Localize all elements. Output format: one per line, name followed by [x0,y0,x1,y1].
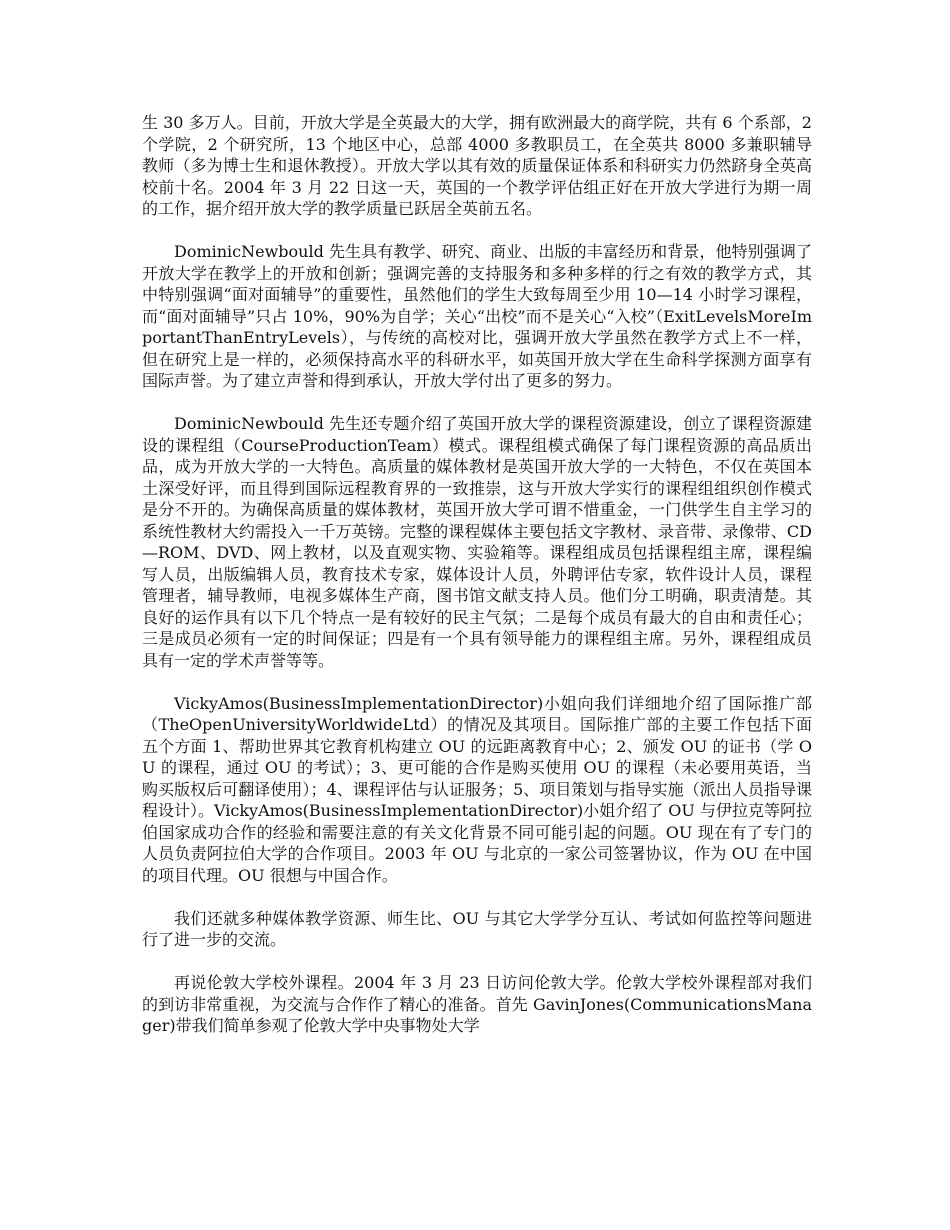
document-page [142,112,812,1058]
paragraph-dominic-teaching: DominicNewbould 先生具有教学、研究、商业、出版的丰富经历和背景，他特别强调了开放大学在教学上的开放和创新；强调完善的支持服务和多种多样的行之有效的教学方式，其中特别强调“面对面辅导”的重要性，虽然他们的学生大致每周至少用 10—14 小时学习课程，而“面对面辅导”只占 10%，90%为自学；关心“出校”而不是关心“入校”（ExitLevelsMoreImportantThanEntryLevels），与传统的高校对比，强调开放大学虽然在教学方式上不一样，但在研究上是一样的，必须保持高水平的科研水平，如英国开放大学在生命科学探测方面享有国际声誉。为了建立声誉和得到承认，开放大学付出了更多的努力。 [142,242,812,390]
paragraph-london-external: 再说伦敦大学校外课程。2004 年 3 月 23 日访问伦敦大学。伦敦大学校外课程部对我们的到访非常重视，为交流与合作作了精心的准备。首先 GavinJones(CommunicationsManager)带我们简单参观了伦敦大学中央事物处大学 [142,973,812,1035]
paragraph-course-team: DominicNewbould 先生还专题介绍了英国开放大学的课程资源建设，创立了课程资源建设的课程组（CourseProductionTeam）模式。课程组模式确保了每门课程资源的高品质出品，成为开放大学的一大特色。高质量的媒体教材是英国开放大学的一大特色，不仅在英国本土深受好评，而且得到国际远程教育界的一致推崇，这与开放大学实行的课程组组织创作模式是分不开的。为确保高质量的媒体教材，英国开放大学可谓不惜重金，一门供学生自主学习的系统性教材大约需投入一千万英镑。完整的课程媒体主要包括文字教材、录音带、录像带、CD—ROM、DVD、网上教材，以及直观实物、实验箱等。课程组成员包括课程组主席，课程编写人员，出版编辑人员，教育技术专家，媒体设计人员，外聘评估专家，软件设计人员，课程管理者，辅导教师，电视多媒体生产商，图书馆文献支持人员。他们分工明确，职责清楚。其良好的运作具有以下几个特点一是有较好的民主气氛；二是每个成员有最大的自由和责任心；三是成员必须有一定的时间保证；四是有一个具有领导能力的课程组主席。另外，课程组成员具有一定的学术声誉等等。 [142,414,812,670]
paragraph-vicky-worldwide: VickyAmos(BusinessImplementationDirector)小姐向我们详细地介绍了国际推广部（TheOpenUniversityWorldwideLtd）的情况及其项目。国际推广部的主要工作包括下面五个方面 1、帮助世界其它教育机构建立 OU 的远距离教育中心；2、颁发 OU 的证书（学 OU 的课程，通过 OU 的考试）；3、更可能的合作是购买使用 OU 的课程（未必要用英语，当购买版权后可翻译使用）；4、课程评估与认证服务；5、项目策划与指导实施（派出人员指导课程设计）。VickyAmos(BusinessImplementationDirector)小姐介绍了 OU 与伊拉克等阿拉伯国家成功合作的经验和需要注意的有关文化背景不同可能引起的问题。OU 现在有了专门的人员负责阿拉伯大学的合作项目。2003 年 OU 与北京的一家公司签署协议，作为 OU 在中国的项目代理。OU 很想与中国合作。 [142,693,812,885]
paragraph-further-exchange: 我们还就多种媒体教学资源、师生比、OU 与其它大学学分互认、考试如何监控等问题进行了进一步的交流。 [142,908,812,949]
paragraph-ou-overview: 生 30 多万人。目前，开放大学是全英最大的大学，拥有欧洲最大的商学院，共有 6 个系部，2 个学院，2 个研究所，13 个地区中心，总部 4000 多教职员工，在全英共 8000 多兼职辅导教师（多为博士生和退休教授）。开放大学以其有效的质量保证体系和科研实力仍然跻身全英高校前十名。2004 年 3 月 22 日这一天，英国的一个教学评估组正好在开放大学进行为期一周的工作，据介绍开放大学的教学质量已跃居全英前五名。 [142,113,812,218]
